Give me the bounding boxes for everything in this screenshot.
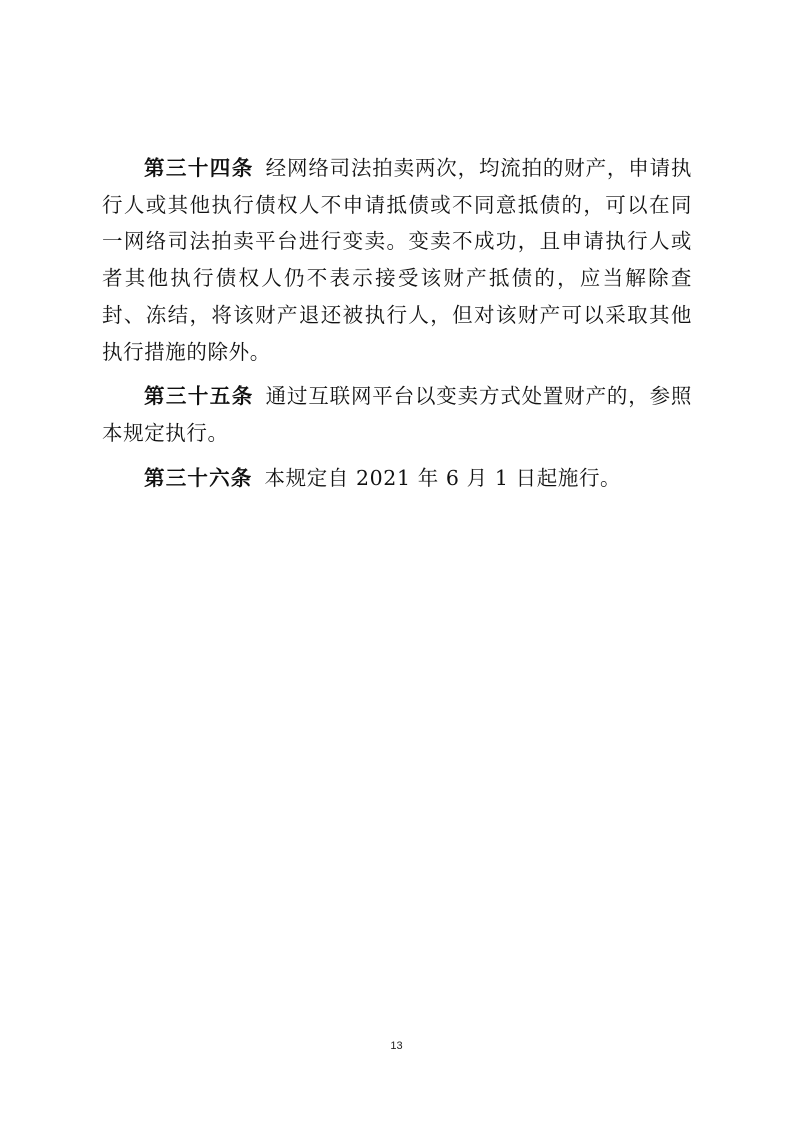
page-number: 13 — [390, 1040, 403, 1052]
article-number: 第三十四条 — [144, 156, 254, 180]
article-text: 经网络司法拍卖两次，均流拍的财产，申请执行人或其他执行债权人不申请抵债或不同意抵债的，可以在同一网络司法拍卖平台进行变卖。变卖不成功，且申请执行人或者其他执行债权人仍不表示接受该财产抵债的，应当解除查封、冻结，将该财产退还被执行人，但对该财产可以采取其他执行措施的除外。 — [102, 156, 693, 364]
article-number: 第三十五条 — [144, 384, 254, 409]
article-35 — [102, 378, 692, 451]
article-36 — [102, 460, 692, 497]
document-body — [102, 150, 692, 504]
article-text: 通过互联网平台以变卖方式处置财产的，参照本规定执行。 — [102, 384, 693, 445]
article-text: 本规定自 2021 年 6 月 1 日起施行。 — [264, 465, 622, 490]
article-34 — [102, 150, 692, 370]
article-number: 第三十六条 — [144, 465, 253, 490]
